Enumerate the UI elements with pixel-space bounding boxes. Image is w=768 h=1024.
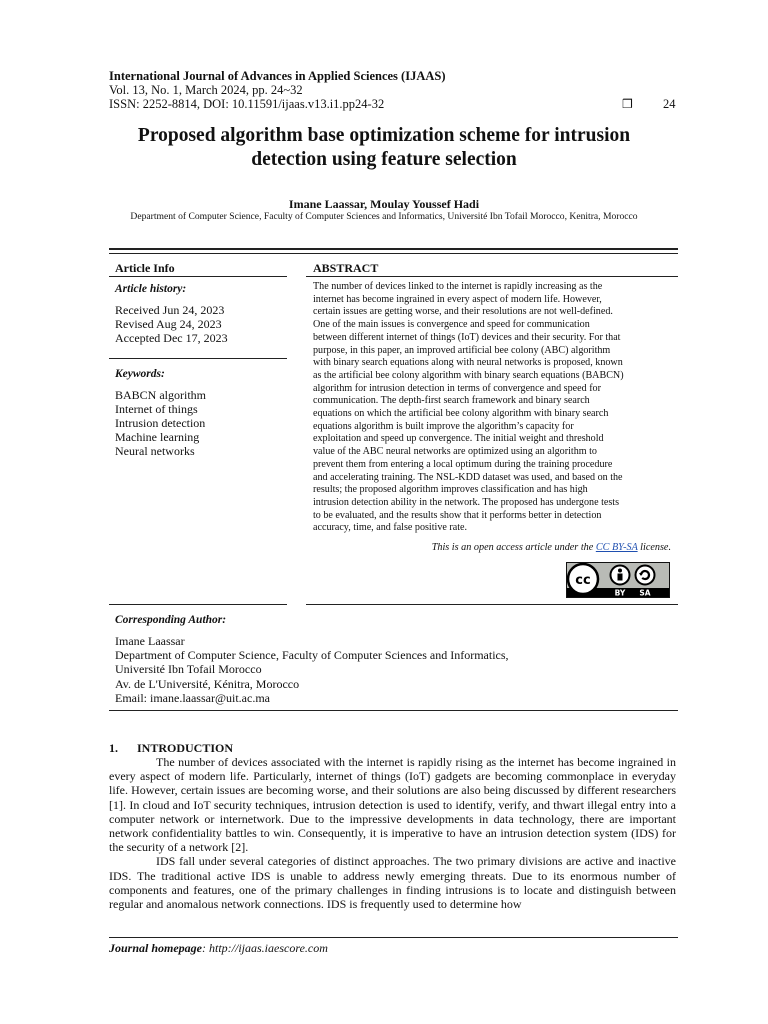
author-affiliation: Department of Computer Science, Faculty of Computer Sciences and Informatics, Université Ibn Tofail Morocco, Kenitra, Morocco xyxy=(130,211,638,222)
abstract-line: results; the proposed algorithm improves classification and has high xyxy=(313,484,588,496)
abstract-line: prevent them from entering a local optimum during the training procedure xyxy=(313,458,613,470)
abstract-line: equations algorithm is built improve the algorithm’s capacity for xyxy=(313,420,574,432)
abstract-line: internet has become ingrained in every aspect of modern life. However, xyxy=(313,293,602,305)
badge-by-label: BY xyxy=(614,588,626,597)
homepage-separator: : xyxy=(202,941,210,955)
abstract-line: algorithm for intrusion detection in terms of convergence and speed for xyxy=(313,382,601,394)
corresponding-author-heading: Corresponding Author: xyxy=(115,614,227,626)
introduction-body xyxy=(109,755,676,911)
article-info-rule xyxy=(109,276,287,277)
abstract-line: with binary search equations along with neural networks is proposed, known xyxy=(313,357,623,369)
abstract-rule xyxy=(306,276,678,277)
journal-homepage-footer xyxy=(109,941,328,956)
introduction-paragraph: The number of devices associated with the internet is rapidly rising as the internet has become ingrained in every aspect of modern life. Particularly, internet of things (IoT) gadgets are becoming commonplace in everyday life. However, certain issues are becoming worse, and their solutions are also being discussed by different researchers [1]. In cloud and IoT security techniques, intrusion detection is used to identify, verify, and thwart illegal entry into a computer network or internetwork. Due to the impressive developments in data technology, there are important network confidentiality battles to win. Consequently, it is imperative to have an intrusion detection system (IDS) for the security of a network [2]. xyxy=(109,755,676,855)
open-access-suffix: license. xyxy=(637,542,671,553)
corresponding-author-details xyxy=(115,634,509,705)
abstract-bottom-rule xyxy=(306,604,678,605)
page-number: 24 xyxy=(663,97,676,111)
license-link[interactable]: CC BY-SA xyxy=(595,542,638,553)
corresponding-author-name: Imane Laassar xyxy=(115,634,185,648)
article-info-heading: Article Info xyxy=(115,261,175,275)
section-title: INTRODUCTION xyxy=(137,741,234,755)
square-bullet-icon: ❒ xyxy=(622,97,633,111)
corresponding-author-university: Université Ibn Tofail Morocco xyxy=(115,662,262,677)
keyword-item: BABCN algorithm xyxy=(115,388,207,402)
share-alike-icon xyxy=(636,566,655,585)
paper-title-line-2: detection using feature selection xyxy=(251,149,517,170)
journal-name: International Journal of Advances in Applied Sciences (IJAAS) xyxy=(109,69,446,83)
homepage-url[interactable]: http://ijaas.iaescore.com xyxy=(209,941,328,955)
issn-doi-line: ISSN: 2252-8814, DOI: 10.11591/ijaas.v13.i1.pp24-32 xyxy=(109,97,385,111)
abstract-line: as the artificial bee colony algorithm with binary search equations (BABCN) xyxy=(313,369,624,381)
abstract-body xyxy=(313,281,671,535)
article-history-heading: Article history: xyxy=(115,283,187,295)
author-list: Imane Laassar, Moulay Youssef Hadi xyxy=(288,197,480,211)
abstract-line: certain issues are getting worse, and their resolutions are not well-defined. xyxy=(313,306,613,318)
abstract-line: between different internet of things (IoT) devices and their security. For that xyxy=(313,331,621,343)
abstract-line: accuracy, time, and false positive rate. xyxy=(313,522,468,534)
paper-title xyxy=(100,124,668,172)
abstract-line: exploitation and speed up convergence. The initial weight and threshold xyxy=(313,433,604,445)
abstract-line: communication. The depth-first search framework and binary search xyxy=(313,395,590,407)
homepage-label: Journal homepage xyxy=(109,941,203,955)
corresponding-bottom-rule xyxy=(109,710,678,711)
abstract-line: The number of devices linked to the internet is rapidly increasing as the xyxy=(313,281,603,292)
abstract-line: One of the main issues is convergence and speed for communication xyxy=(313,319,590,331)
open-access-statement xyxy=(313,542,671,553)
corresponding-author-address: Av. de L'Université, Kénitra, Morocco xyxy=(115,676,300,691)
keyword-item: Machine learning xyxy=(115,430,200,444)
abstract-line: value of the ABC neural networks are optimized using an algorithm to xyxy=(313,446,597,458)
history-accepted: Accepted Dec 17, 2023 xyxy=(115,331,228,345)
abstract-line: equations on which the artificial bee colony algorithm with binary search xyxy=(313,408,609,420)
article-history-list xyxy=(115,303,228,345)
header-divider-thin xyxy=(109,253,678,254)
history-received: Received Jun 24, 2023 xyxy=(115,303,225,317)
abstract-line: and accelerating training. The NSL-KDD dataset was used, and based on the xyxy=(313,471,623,483)
history-revised: Revised Aug 24, 2023 xyxy=(115,317,222,331)
introduction-heading xyxy=(109,741,233,756)
cc-by-sa-badge[interactable] xyxy=(566,562,670,598)
keywords-bottom-rule xyxy=(109,604,287,605)
header-divider xyxy=(109,248,678,250)
keyword-item: Internet of things xyxy=(115,402,198,416)
abstract-line: intrusion detection ability in the network. The proposed has undergone tests xyxy=(313,496,620,508)
cc-badge-graphic xyxy=(567,563,669,597)
corresponding-author-department: Department of Computer Science, Faculty of Computer Sciences and Informatics, xyxy=(115,648,509,663)
abstract-line: to be evaluated, and the results show that it performs better in detection xyxy=(313,509,602,521)
svg-text:cc: cc xyxy=(575,573,591,588)
volume-issue-line: Vol. 13, No. 1, March 2024, pp. 24~32 xyxy=(109,83,303,97)
paper-title-line-1: Proposed algorithm base optimization scheme for intrusion xyxy=(137,125,631,146)
badge-sa-label: SA xyxy=(639,588,651,597)
abstract-line: purpose, in this paper, an improved artificial bee colony (ABC) algorithm xyxy=(313,344,611,356)
abstract-heading: ABSTRACT xyxy=(313,261,379,275)
introduction-paragraph: IDS fall under several categories of distinct approaches. The two primary divisions are active and inactive IDS. The traditional active IDS is unable to address newly emerging threats. Due to its enormous number of components and features, one of the primary challenges in finding intrusions is to locate and distinguish between regular and anomalous network connections. IDS is frequently used to determine how xyxy=(109,854,676,912)
footer-rule xyxy=(109,937,678,938)
keyword-item: Neural networks xyxy=(115,444,195,458)
open-access-prefix: This is an open access article under the xyxy=(431,542,596,553)
section-number: 1. xyxy=(109,741,118,755)
history-divider xyxy=(109,358,287,359)
keyword-item: Intrusion detection xyxy=(115,416,206,430)
keywords-heading: Keywords: xyxy=(115,368,165,380)
keywords-list xyxy=(115,388,206,458)
corresponding-author-email[interactable]: Email: imane.laassar@uit.ac.ma xyxy=(115,690,270,705)
